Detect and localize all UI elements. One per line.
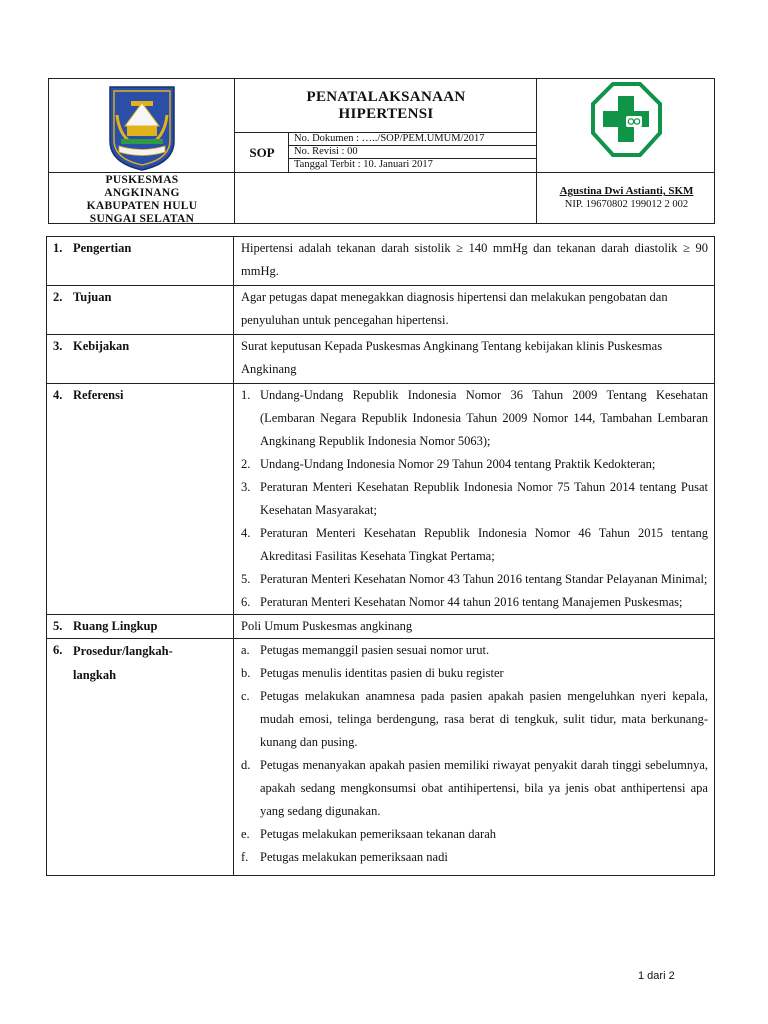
puskesmas-line: ANGKINANG (104, 187, 180, 199)
no-revisi: No. Revisi : 00 (294, 146, 358, 157)
tanggal-terbit: Tanggal Terbit : 10. Januari 2017 (294, 159, 433, 170)
section-title: Kebijakan (73, 339, 130, 353)
sop-label: SOP (249, 145, 275, 160)
list-item (241, 685, 708, 754)
row-referensi (47, 384, 715, 615)
ruang-lingkup-text: Poli Umum Puskesmas angkinang (234, 615, 715, 639)
list-text: Petugas memanggil pasien sesuai nomor urut. (260, 643, 490, 657)
list-marker: 1. (241, 388, 251, 402)
puskesmas-line: PUSKESMAS (105, 174, 179, 186)
cross-logo-cell (537, 79, 716, 173)
section-label (47, 286, 234, 335)
kebijakan-text: Surat keputusan Kepada Puskesmas Angkinang Tentang kebijakan klinis Puskesmas Angkinang (234, 335, 715, 384)
section-title: Ruang Lingkup (73, 619, 158, 633)
pengertian-text: Hipertensi adalah tekanan darah sistolik ≥ 140 mmHg dan tekanan darah diastolik ≥ 90 mmHg. (234, 237, 715, 286)
row-tujuan (47, 286, 715, 335)
page-number: 1 dari 2 (638, 970, 675, 982)
list-marker: d. (241, 758, 251, 772)
list-item (241, 639, 708, 662)
list-marker: f. (241, 850, 249, 864)
section-title: Pengertian (73, 241, 132, 255)
document-title (235, 79, 537, 132)
title-line: HIPERTENSI (338, 106, 434, 122)
puskesmas-cross-logo-icon (537, 79, 716, 173)
title-line: PENATALAKSANAAN (306, 89, 466, 105)
no-dokumen: No. Dokumen : …../SOP/PEM.UMUM/2017 (294, 133, 485, 144)
list-marker: e. (241, 827, 250, 841)
list-marker: 4. (241, 526, 251, 540)
section-number: 4. (53, 388, 63, 402)
regency-emblem-icon (49, 79, 235, 173)
section-label (47, 335, 234, 384)
list-text: Peraturan Menteri Kesehatan Nomor 43 Tahun 2016 tentang Standar Pelayanan Minimal; (260, 572, 708, 586)
section-title: Referensi (73, 388, 124, 402)
section-number: 5. (53, 619, 63, 633)
sop-content-table (46, 236, 715, 876)
list-text: Undang-Undang Republik Indonesia Nomor 36 Tahun 2009 Tentang Kesehatan (Lembaran Negara Republik Indonesia Tahun 2009 Nomor 144, Tambahan Lembaran Angkinang Republik Indonesia Nomor 5063); (260, 388, 708, 448)
list-marker: 6. (241, 595, 251, 609)
list-item (241, 476, 708, 522)
list-item (241, 846, 708, 869)
sop-header-table (48, 78, 715, 224)
puskesmas-line: KABUPATEN HULU (86, 200, 198, 212)
list-text: Petugas melakukan pemeriksaan nadi (260, 850, 448, 864)
list-item (241, 568, 708, 591)
list-text: Petugas melakukan anamnesa pada pasien apakah pasien mengeluhkan nyeri kepala, mudah emosi, telinga berdengung, rasa berat di tengkuk, sulit tidur, mata berkunang-kunang dan pusing. (260, 689, 708, 749)
section-number: 1. (53, 241, 63, 255)
row-pengertian (47, 237, 715, 286)
list-item (241, 662, 708, 685)
section-label (47, 615, 234, 639)
list-item (241, 522, 708, 568)
list-marker: c. (241, 689, 250, 703)
list-item (241, 591, 708, 614)
row-prosedur (47, 639, 715, 876)
prosedur-list (234, 639, 715, 876)
list-text: Undang-Undang Indonesia Nomor 29 Tahun 2004 tentang Praktik Kedokteran; (260, 457, 656, 471)
list-text: Petugas menanyakan apakah pasien memiliki riwayat penyakit darah tinggi sebelumnya, apakah sedang mengkonsumsi obat antihipertensi, bila ya jenis obat anthipertensi apa yang sedang digunakan. (260, 758, 708, 818)
list-marker: a. (241, 643, 250, 657)
list-text: Peraturan Menteri Kesehatan Republik Indonesia Nomor 75 Tahun 2014 tentang Pusat Kesehatan Masyarakat; (260, 480, 708, 517)
row-kebijakan (47, 335, 715, 384)
referensi-list (234, 384, 715, 615)
list-text: Peraturan Menteri Kesehatan Republik Indonesia Nomor 46 Tahun 2015 tentang Akreditasi Fasilitas Kesehata Tingkat Pertama; (260, 526, 708, 563)
list-marker: 3. (241, 480, 251, 494)
list-item (241, 453, 708, 476)
list-item (241, 754, 708, 823)
section-title: Tujuan (73, 290, 112, 304)
list-item (241, 823, 708, 846)
section-label (47, 237, 234, 286)
section-title: Prosedur/langkah-langkah (73, 644, 173, 682)
list-marker: 5. (241, 572, 251, 586)
signature-block (537, 173, 716, 225)
emblem-cell (49, 79, 235, 173)
tujuan-text: Agar petugas dapat menegakkan diagnosis hipertensi dan melakukan pengobatan dan penyuluhan untuk pencegahan hipertensi. (234, 286, 715, 335)
list-text: Peraturan Menteri Kesehatan Nomor 44 tahun 2016 tentang Manajemen Puskesmas; (260, 595, 683, 609)
puskesmas-line: SUNGAI SELATAN (89, 213, 195, 225)
list-marker: b. (241, 666, 251, 680)
section-label (47, 384, 234, 615)
section-number: 6. (53, 643, 63, 657)
list-text: Petugas menulis identitas pasien di buku register (260, 666, 504, 680)
row-ruang-lingkup (47, 615, 715, 639)
list-marker: 2. (241, 457, 251, 471)
section-number: 3. (53, 339, 63, 353)
signer-name: Agustina Dwi Astianti, SKM (559, 185, 694, 197)
puskesmas-name (49, 173, 235, 225)
list-item (241, 384, 708, 453)
signer-nip: NIP. 19670802 199012 2 002 (564, 199, 689, 210)
list-text: Petugas melakukan pemeriksaan tekanan darah (260, 827, 497, 841)
section-label (47, 639, 234, 876)
section-number: 2. (53, 290, 63, 304)
